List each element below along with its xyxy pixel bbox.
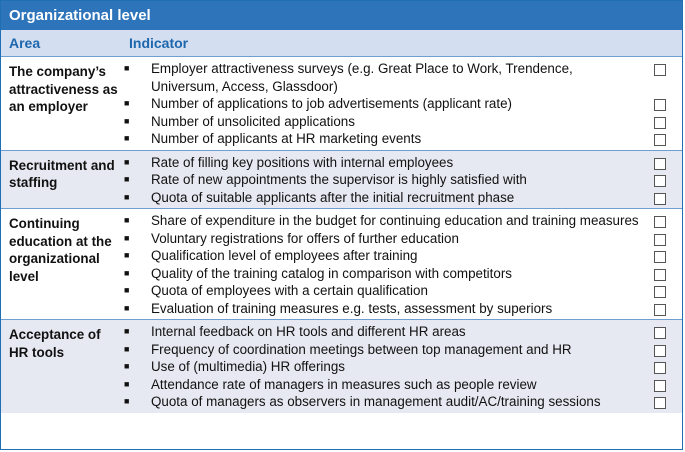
list-item: ■ Rate of new appointments the supervisor is highly satisfied with	[121, 171, 682, 189]
checkbox[interactable]	[654, 345, 666, 357]
checkbox[interactable]	[654, 216, 666, 228]
indicator-list	[121, 57, 682, 150]
table-title: Organizational level	[1, 1, 682, 30]
bullet-icon: ■	[124, 232, 130, 243]
checkbox[interactable]	[654, 304, 666, 316]
indicator-list	[121, 320, 682, 413]
header-row	[1, 30, 682, 57]
bullet-icon: ■	[124, 98, 130, 108]
section-continuing-education	[1, 209, 682, 320]
checkbox[interactable]	[654, 380, 666, 392]
indicator-column-header: Indicator	[129, 35, 189, 51]
list-item: ■ Evaluation of training measures e.g. tests, assessment by superiors	[121, 300, 682, 318]
checkbox[interactable]	[654, 134, 666, 146]
area-label: The company’s attractiveness as an employer	[9, 64, 118, 114]
list-item: ■ Rate of filling key positions with internal employees	[121, 154, 682, 172]
checkbox[interactable]	[654, 175, 666, 187]
bullet-icon: ■	[124, 133, 130, 143]
list-item: ■ Internal feedback on HR tools and different HR areas	[121, 323, 682, 341]
indicator-list	[121, 151, 682, 209]
checkbox[interactable]	[654, 251, 666, 263]
list-item: ■ Number of unsolicited applications	[121, 113, 682, 131]
list-item: ■ Number of applicants at HR marketing events	[121, 130, 682, 148]
list-item: ■ Number of applications to job advertisements (applicant rate)	[121, 95, 682, 113]
list-item: ■ Attendance rate of managers in measures such as people review	[121, 376, 682, 394]
list-item: ■ Qualification level of employees after training	[121, 247, 682, 265]
bullet-icon: ■	[124, 174, 130, 184]
checkbox[interactable]	[654, 269, 666, 281]
bullet-icon: ■	[124, 285, 130, 295]
bullet-icon: ■	[124, 378, 130, 389]
checkbox[interactable]	[654, 117, 666, 129]
bullet-icon: ■	[124, 156, 130, 167]
list-item: ■ Quota of suitable applicants after the initial recruitment phase	[121, 189, 682, 207]
bullet-icon: ■	[124, 115, 130, 126]
bullet-icon: ■	[124, 396, 130, 406]
checkbox[interactable]	[654, 286, 666, 298]
bullet-icon: ■	[124, 191, 130, 202]
indicator-list	[121, 209, 682, 319]
list-item: ■ Share of expenditure in the budget for continuing education and training measures	[121, 212, 682, 230]
bullet-icon: ■	[124, 215, 130, 225]
checkbox[interactable]	[654, 193, 666, 205]
bullet-icon: ■	[124, 302, 130, 313]
list-item: ■ Employer attractiveness surveys (e.g. Great Place to Work, Trendence, Universum, Access, Glassdoor)	[121, 60, 682, 95]
list-item: ■ Use of (multimedia) HR offerings	[121, 358, 682, 376]
list-item: ■ Quality of the training catalog in comparison with competitors	[121, 265, 682, 283]
checkbox[interactable]	[654, 397, 666, 409]
bullet-icon: ■	[124, 267, 130, 278]
area-label: Recruitment and staffing	[9, 157, 115, 190]
bullet-icon: ■	[124, 63, 130, 73]
checkbox[interactable]	[654, 234, 666, 246]
section-recruitment-staffing	[1, 151, 682, 210]
bullet-icon: ■	[124, 343, 130, 354]
checkbox[interactable]	[654, 362, 666, 374]
area-label: Continuing education at the organizational level	[9, 216, 112, 284]
area-label: Acceptance of HR tools	[9, 327, 101, 360]
list-item: ■ Quota of managers as observers in management audit/AC/training sessions	[121, 393, 682, 411]
bullet-icon: ■	[124, 250, 130, 260]
checkbox[interactable]	[654, 327, 666, 339]
checkbox[interactable]	[654, 64, 666, 76]
bullet-icon: ■	[124, 361, 130, 371]
list-item: ■ Voluntary registrations for offers of further education	[121, 230, 682, 248]
list-item: ■ Quota of employees with a certain qualification	[121, 282, 682, 300]
section-acceptance-hr-tools	[1, 320, 682, 413]
bullet-icon: ■	[124, 326, 130, 336]
checkbox[interactable]	[654, 158, 666, 170]
checkbox[interactable]	[654, 99, 666, 111]
area-column-header: Area	[9, 35, 41, 51]
list-item: ■ Frequency of coordination meetings between top management and HR	[121, 341, 682, 359]
section-employer-attractiveness	[1, 57, 682, 151]
